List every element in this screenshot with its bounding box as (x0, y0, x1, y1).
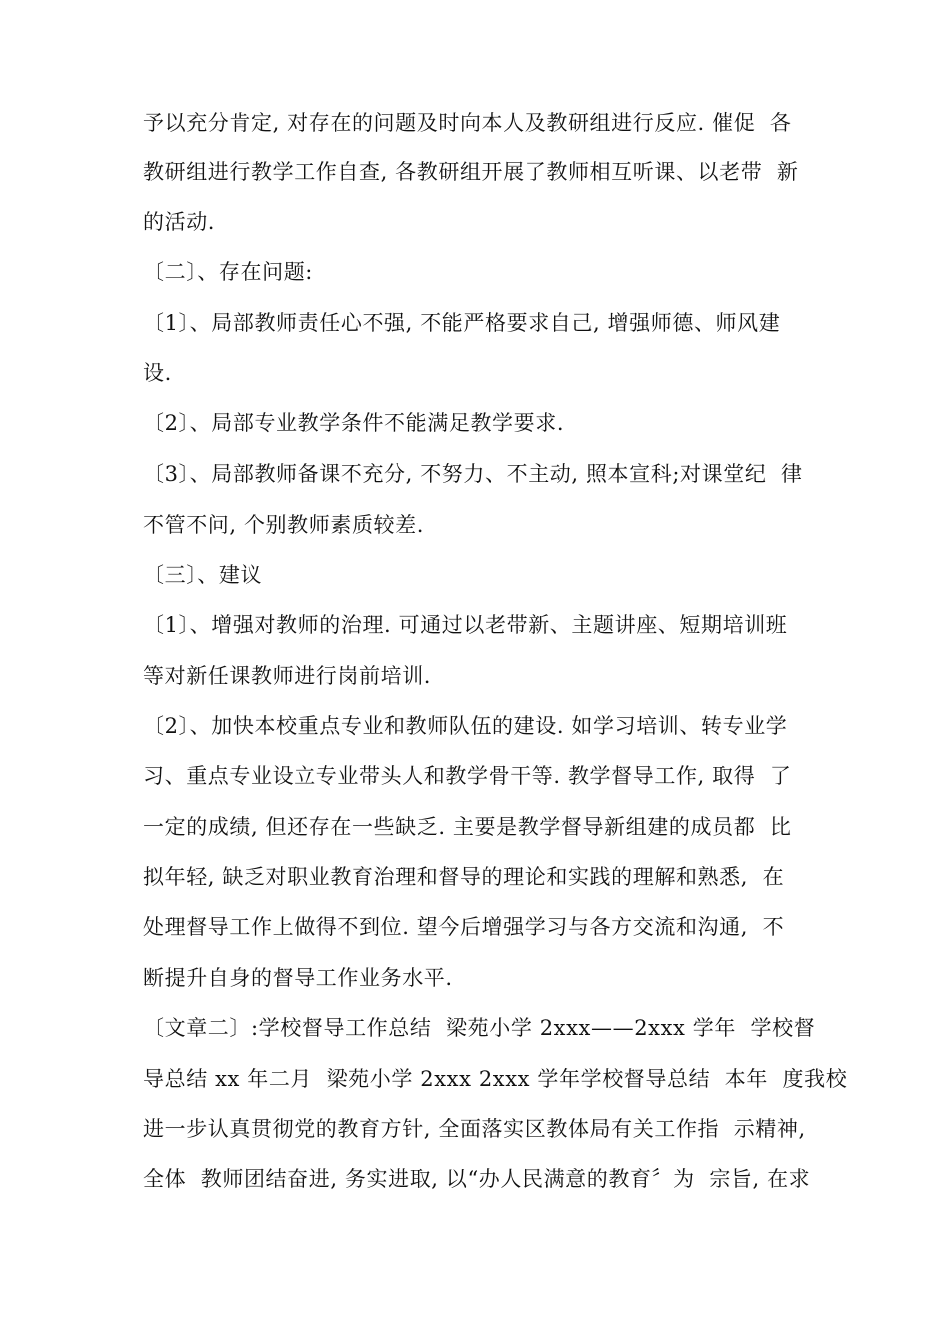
text-line: 断提升自身的督导工作业务水平. (143, 966, 453, 990)
text-line: 〔文章二〕:学校督导工作总结 梁苑小学 2xxx——2xxx 学年 学校督 (143, 1016, 816, 1040)
text-line: 予以充分肯定, 对存在的问题及时向本人及教研组进行反应. 催促 各 (143, 111, 792, 135)
text-line: 〔3〕、局部教师备课不充分, 不努力、不主动, 照本宣科;对课堂纪 律 (143, 462, 803, 486)
text-line: 〔1〕、增强对教师的治理. 可通过以老带新、主题讲座、短期培训班 (143, 613, 788, 637)
text-line: 〔1〕、局部教师责任心不强, 不能严格要求自己, 增强师德、师风建 (143, 311, 781, 335)
text-line: 等对新任课教师进行岗前培训. (143, 664, 432, 688)
text-line: 〔2〕、加快本校重点专业和教师队伍的建设. 如学习培训、转专业学 (143, 714, 788, 738)
text-line: 设. (143, 361, 172, 385)
text-line: 处理督导工作上做得不到位. 望今后增强学习与各方交流和沟通, 不 (143, 915, 785, 939)
text-line: 导总结 xx 年二月 梁苑小学 2xxx 2xxx 学年学校督导总结 本年 度我校 (143, 1067, 848, 1091)
text-line: 拟年轻, 缺乏对职业教育治理和督导的理论和实践的理解和熟悉, 在 (143, 865, 785, 889)
section-heading: 〔三〕、建议 (143, 563, 263, 587)
text-line: 进一步认真贯彻党的教育方针, 全面落实区教体局有关工作指 示精神, (143, 1117, 806, 1141)
section-heading: 〔二〕、存在问题: (143, 260, 313, 284)
text-line: 一定的成绩, 但还存在一些缺乏. 主要是教学督导新组建的成员都 比 (143, 815, 792, 839)
text-line: 教研组进行教学工作自查, 各教研组开展了教师相互听课、以老带 新 (143, 160, 799, 184)
text-line: 全体 教师团结奋进, 务实进取, 以“办人民满意的教育〞为 宗旨, 在求 (143, 1167, 811, 1191)
text-line: 〔2〕、局部专业教学条件不能满足教学要求. (143, 411, 565, 435)
text-line: 习、重点专业设立专业带头人和教学骨干等. 教学督导工作, 取得 了 (143, 764, 792, 788)
text-line: 不管不问, 个别教师素质较差. (143, 513, 425, 537)
text-line: 的活动. (143, 210, 216, 234)
